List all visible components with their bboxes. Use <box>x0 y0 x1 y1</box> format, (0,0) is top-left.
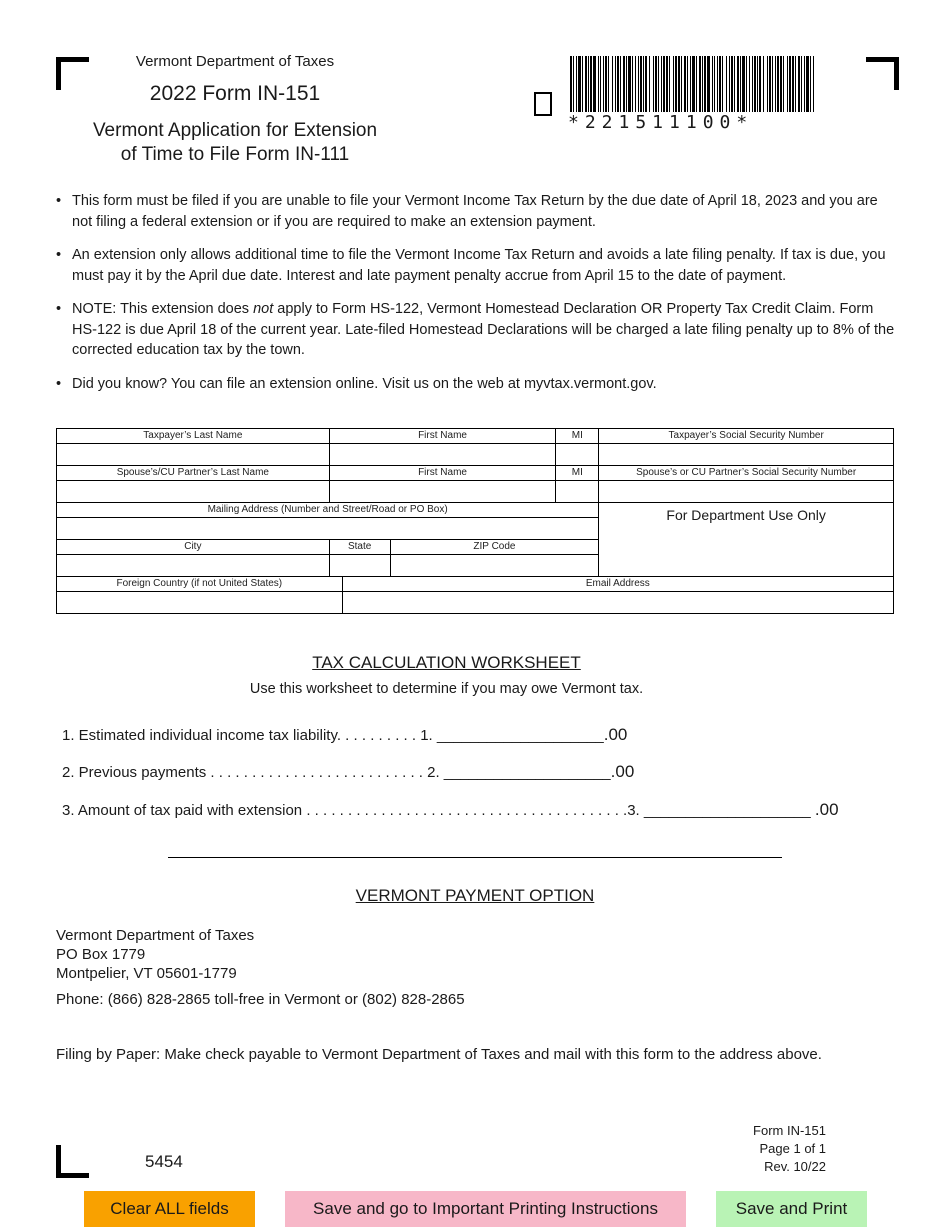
barcode-bar <box>787 56 788 112</box>
form-number: 2022 Form IN-151 <box>149 82 321 105</box>
form-code: 5454 <box>145 1152 183 1171</box>
department-name: Vermont Department of Taxes <box>135 53 335 70</box>
taxpayer-ssn-label: Taxpayer’s Social Security Number <box>599 429 894 444</box>
barcode-bar <box>712 56 713 112</box>
foreign-country-label: Foreign Country (if not United States) <box>57 577 343 592</box>
barcode-bar <box>669 56 670 112</box>
barcode-bar <box>590 56 592 112</box>
barcode-bar <box>767 56 768 112</box>
barcode-bar <box>593 56 596 112</box>
barcode-bar <box>617 56 619 112</box>
barcode-bar <box>740 56 741 112</box>
barcode-bar <box>687 56 688 112</box>
barcode-bar <box>806 56 809 112</box>
instruction-item: • An extension only allows additional time to file the Vermont Income Tax Return and avoids a late filing penalty. If tax is due, you must pay it by the April due date. Interest and late payment penalty accrue from April 15 to the date of payment. <box>56 245 896 286</box>
barcode-bar <box>655 56 657 112</box>
barcode-bar <box>722 56 723 112</box>
payment-option-title: VERMONT PAYMENT OPTION <box>355 886 595 905</box>
first-name-input[interactable] <box>329 444 556 466</box>
barcode-bar <box>626 56 627 112</box>
barcode-bar <box>600 56 601 112</box>
barcode-bar <box>690 56 691 112</box>
worksheet-line-label: 1. Estimated individual income tax liability. . . . . . . . . . 1. ____________________ <box>62 727 604 744</box>
barcode-bar <box>645 56 647 112</box>
barcode-bar <box>638 56 639 112</box>
address-line-1: Vermont Department of Taxes <box>56 927 255 944</box>
first-name-label: First Name <box>329 429 556 444</box>
barcode-bar <box>731 56 733 112</box>
instruction-text: An extension only allows additional time to file the Vermont Income Tax Return and avoids a late filing penalty. If tax is due, you must pay it by the April due date. Interest and late payment penalty accrue from April 15 to the date of payment. <box>72 247 886 284</box>
amended-checkbox[interactable] <box>534 92 552 116</box>
barcode-bar <box>789 56 791 112</box>
barcode-bar <box>734 56 735 112</box>
state-label: State <box>329 540 390 555</box>
barcode-bar <box>632 56 633 112</box>
barcode-bar <box>749 56 750 112</box>
worksheet-line-cents: .00 <box>814 800 839 819</box>
barcode-bar <box>813 56 814 112</box>
barcode-bar <box>696 56 697 112</box>
save-and-go-to-instructions-button[interactable]: Save and go to Important Printing Instructions <box>285 1191 686 1227</box>
barcode-bar <box>719 56 721 112</box>
spouse-mi-label: MI <box>556 466 599 481</box>
barcode-bar <box>752 56 753 112</box>
barcode-bar <box>798 56 800 112</box>
mi-label: MI <box>556 429 599 444</box>
barcode-bar <box>608 56 609 112</box>
spouse-last-name-input[interactable] <box>57 481 330 503</box>
barcode-bar <box>754 56 756 112</box>
barcode-bar <box>661 56 662 112</box>
zip-label: ZIP Code <box>390 540 599 555</box>
barcode-bar <box>620 56 621 112</box>
address-line-2: PO Box 1779 <box>56 946 146 963</box>
footer-form-id: Form IN-151 <box>753 1123 826 1138</box>
barcode <box>570 56 814 112</box>
barcode-bar <box>801 56 802 112</box>
city-input[interactable] <box>57 555 330 577</box>
barcode-bar <box>576 56 577 112</box>
mailing-address-input[interactable] <box>57 518 599 540</box>
barcode-bar <box>775 56 776 112</box>
address-line-3: Montpelier, VT 05601-1779 <box>56 965 237 982</box>
zip-input[interactable] <box>390 555 599 577</box>
barcode-bar <box>640 56 642 112</box>
barcode-bar <box>692 56 695 112</box>
spouse-first-name-input[interactable] <box>329 481 556 503</box>
note-emphasis: not <box>253 301 274 317</box>
worksheet-line-label: 3. Amount of tax paid with extension . . . . . . . . . . . . . . . . . . . . . . . . . . . . . . . . . . . . . . .3. ____________________ <box>62 802 815 819</box>
barcode-bar <box>615 56 616 112</box>
barcode-number: *221511100* <box>568 112 754 133</box>
barcode-bar <box>658 56 659 112</box>
barcode-bar <box>649 56 650 112</box>
registration-mark-top-right <box>866 57 899 90</box>
worksheet-line-label: 2. Previous payments . . . . . . . . . . . . . . . . . . . . . . . . . . 2. ____________________ <box>62 764 611 781</box>
instruction-item: • Did you know? You can file an extension online. Visit us on the web at myvtax.vermont.gov. <box>56 374 896 395</box>
barcode-bar <box>717 56 718 112</box>
worksheet-title: TAX CALCULATION WORKSHEET <box>312 653 581 672</box>
instruction-text: Did you know? You can file an extension online. Visit us on the web at myvtax.vermont.gov. <box>72 375 657 392</box>
worksheet-line-cents: .00 <box>610 762 635 781</box>
registration-mark-top-left <box>56 57 89 90</box>
barcode-bar <box>675 56 677 112</box>
barcode-bar <box>605 56 607 112</box>
barcode-bar <box>726 56 727 112</box>
barcode-bar <box>598 56 599 112</box>
instruction-item: • NOTE: This extension does not apply to Form HS-122, Vermont Homestead Declaration OR Property Tax Credit Claim. Form HS-122 is due April 18 of the current year. Late-filed Homestead Declarations will be charged a late filing penalty up to 8% of the corrected education tax by the town. <box>56 299 896 361</box>
barcode-bar <box>635 56 636 112</box>
barcode-bar <box>737 56 739 112</box>
spouse-last-name-label: Spouse’s/CU Partner’s Last Name <box>57 466 330 481</box>
barcode-bar <box>804 56 805 112</box>
barcode-bar <box>603 56 604 112</box>
barcode-bar <box>623 56 625 112</box>
footer-rev: Rev. 10/22 <box>764 1159 826 1174</box>
phone-info: Phone: (866) 828-2865 toll-free in Vermont or (802) 828-2865 <box>56 991 465 1008</box>
spouse-ssn-input[interactable] <box>599 481 894 503</box>
barcode-bar <box>612 56 613 112</box>
barcode-bar <box>628 56 631 112</box>
instruction-note <box>72 299 896 361</box>
form-title <box>70 119 400 167</box>
barcode-bar <box>714 56 715 112</box>
email-input[interactable] <box>342 592 893 614</box>
email-label: Email Address <box>342 577 893 592</box>
barcode-bar <box>678 56 680 112</box>
mailing-address-block <box>56 926 254 983</box>
worksheet-line-3[interactable] <box>62 800 839 820</box>
barcode-bar <box>810 56 811 112</box>
worksheet-line-cents: .00 <box>603 725 628 744</box>
barcode-bar <box>585 56 587 112</box>
note-pre: NOTE: This extension does <box>72 301 254 317</box>
form-title-line-2: of Time to File Form IN-111 <box>120 144 350 165</box>
department-use-only: For Department Use Only <box>599 503 894 577</box>
barcode-bar <box>763 56 764 112</box>
barcode-bar <box>570 56 572 112</box>
barcode-bar <box>772 56 773 112</box>
mailing-address-label: Mailing Address (Number and Street/Road or PO Box) <box>57 503 599 518</box>
barcode-bar <box>783 56 784 112</box>
barcode-bar <box>704 56 706 112</box>
barcode-bar <box>729 56 730 112</box>
barcode-bar <box>578 56 581 112</box>
barcode-bar <box>742 56 745 112</box>
save-and-print-button[interactable]: Save and Print <box>716 1191 867 1227</box>
filing-by-paper: Filing by Paper: Make check payable to Vermont Department of Taxes and mail with this form to the address above. <box>56 1046 822 1063</box>
worksheet-line-1[interactable] <box>62 725 627 745</box>
spouse-first-name-label: First Name <box>329 466 556 481</box>
mi-input[interactable] <box>556 444 599 466</box>
barcode-bar <box>573 56 574 112</box>
barcode-bar <box>681 56 682 112</box>
barcode-bar <box>663 56 665 112</box>
worksheet-subtitle: Use this worksheet to determine if you may owe Vermont tax. <box>249 681 644 697</box>
spouse-ssn-label: Spouse’s or CU Partner’s Social Security Number <box>599 466 894 481</box>
barcode-bar <box>684 56 686 112</box>
barcode-bar <box>777 56 779 112</box>
worksheet-line-2[interactable] <box>62 762 634 782</box>
barcode-bar <box>699 56 701 112</box>
barcode-bar <box>653 56 654 112</box>
taxpayer-info-form <box>56 428 894 614</box>
footer-page: Page 1 of 1 <box>759 1141 826 1156</box>
barcode-bar <box>702 56 703 112</box>
form-title-line-1: Vermont Application for Extension <box>92 120 378 141</box>
barcode-bar <box>746 56 747 112</box>
spouse-mi-input[interactable] <box>556 481 599 503</box>
foreign-country-input[interactable] <box>57 592 343 614</box>
barcode-bar <box>673 56 674 112</box>
barcode-bar <box>588 56 589 112</box>
barcode-bar <box>757 56 758 112</box>
instruction-text: This form must be filed if you are unable to file your Vermont Income Tax Return by the due date of April 18, 2023 and you are not filing a federal extension or if you are required to make an extension payment. <box>72 193 878 230</box>
state-input[interactable] <box>329 555 390 577</box>
barcode-bar <box>666 56 668 112</box>
barcode-bar <box>759 56 761 112</box>
clear-all-fields-button[interactable]: Clear ALL fields <box>84 1191 255 1227</box>
barcode-bar <box>780 56 782 112</box>
form-footer <box>730 1122 826 1176</box>
barcode-bar <box>795 56 796 112</box>
barcode-bar <box>582 56 583 112</box>
barcode-bar <box>792 56 794 112</box>
instruction-item: • This form must be filed if you are unable to file your Vermont Income Tax Return by the due date of April 18, 2023 and you are not filing a federal extension or if you are required to make an extension payment. <box>56 191 896 232</box>
taxpayer-last-name-input[interactable] <box>57 444 330 466</box>
barcode-bar <box>769 56 771 112</box>
barcode-bar <box>643 56 644 112</box>
taxpayer-last-name-label: Taxpayer’s Last Name <box>57 429 330 444</box>
section-divider <box>168 857 782 858</box>
registration-mark-bottom-left <box>56 1145 89 1178</box>
barcode-bar <box>707 56 710 112</box>
city-label: City <box>57 540 330 555</box>
instructions-list <box>56 191 896 407</box>
taxpayer-ssn-input[interactable] <box>599 444 894 466</box>
note-post: apply to Form HS-122, Vermont Homestead Declaration OR Property Tax Credit Claim. Form HS-122 is due April 18 of the current year. Late-filed Homestead Declarations will be charged a late filing penalty up to 8% of the corrected education tax by the town. <box>72 301 895 358</box>
